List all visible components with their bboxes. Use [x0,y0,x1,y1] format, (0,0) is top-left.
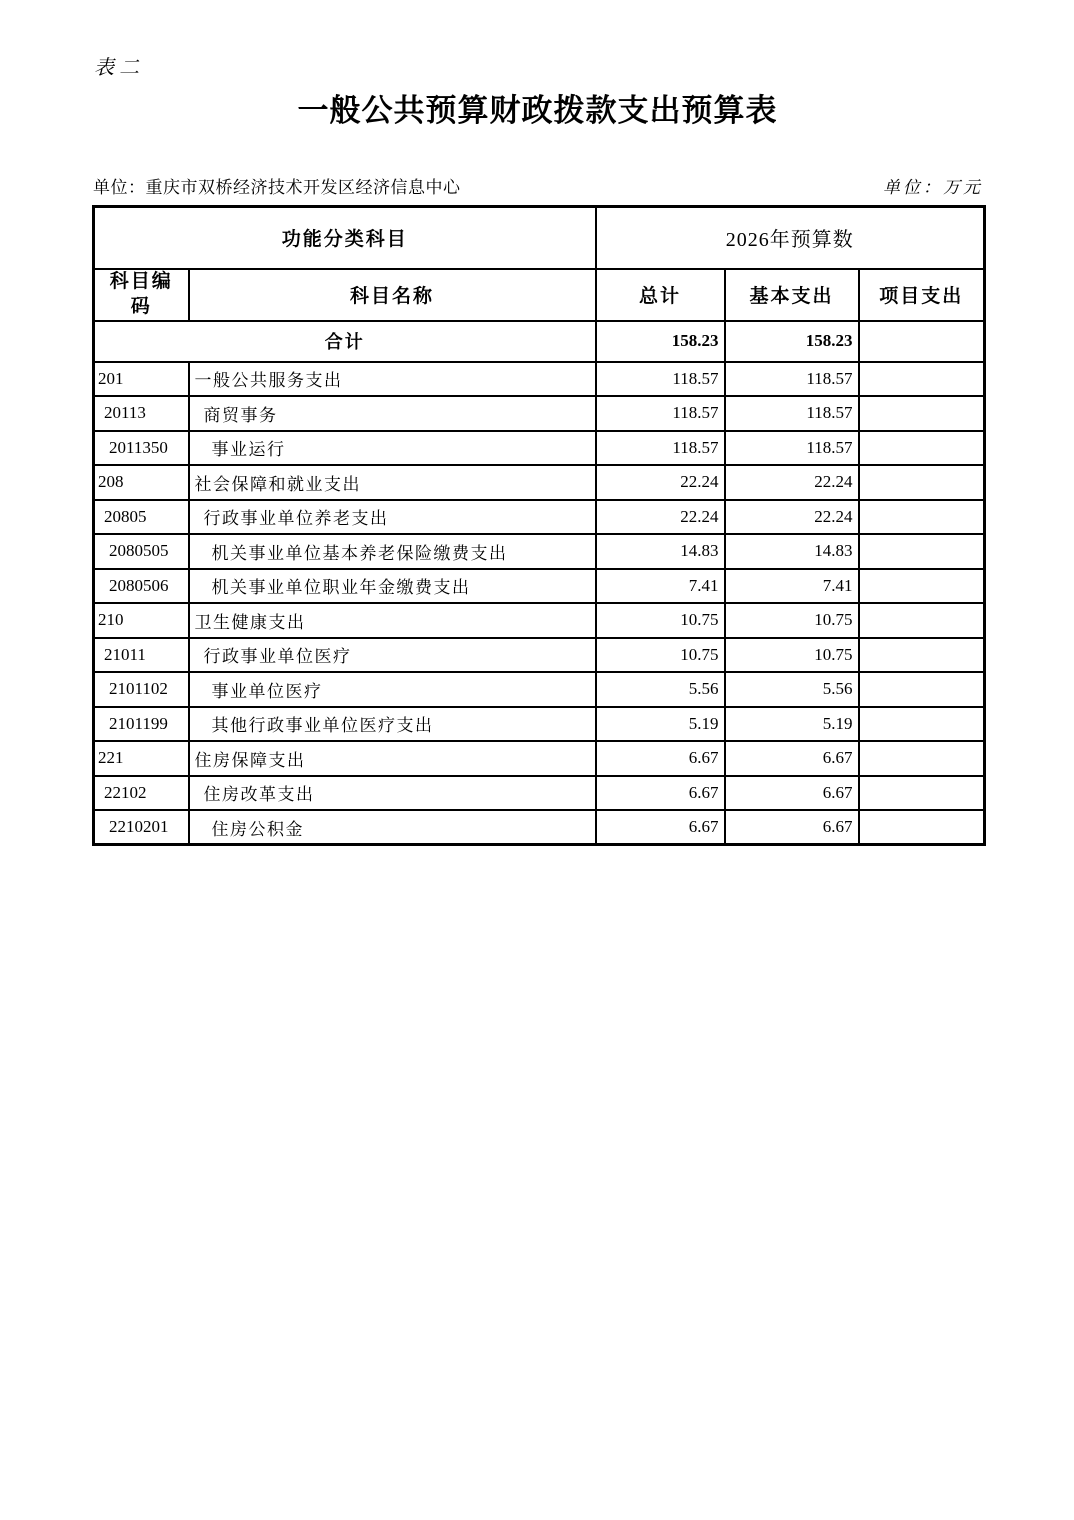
subject-name-cell: 卫生健康支出 [189,603,596,638]
header-total: 总计 [596,269,725,321]
total-cell: 6.67 [596,776,725,811]
subject-code-cell: 2080505 [94,534,189,569]
project-cell [859,741,985,776]
header-budget-year: 2026年预算数 [596,207,985,269]
grand-total-label: 合计 [94,321,596,362]
header-function-category: 功能分类科目 [94,207,596,269]
total-cell: 14.83 [596,534,725,569]
basic-cell: 10.75 [725,638,859,673]
total-cell: 10.75 [596,603,725,638]
header-subject-name: 科目名称 [189,269,596,321]
project-cell [859,707,985,742]
subject-code-cell: 20113 [94,396,189,431]
grand-total-project-value [859,321,985,362]
project-cell [859,500,985,535]
basic-cell: 118.57 [725,396,859,431]
subject-code-cell: 20805 [94,500,189,535]
grand-total-row [94,321,985,362]
header-project-expenditure: 项目支出 [859,269,985,321]
project-cell [859,465,985,500]
subject-name-cell: 社会保障和就业支出 [189,465,596,500]
subject-name-cell: 机关事业单位基本养老保险缴费支出 [189,534,596,569]
table-row [94,741,985,776]
project-cell [859,810,985,845]
budget-table [92,205,986,846]
project-cell [859,569,985,604]
table-number-label: 表二 [94,57,144,79]
table-row [94,362,985,397]
subject-code-cell: 221 [94,741,189,776]
grand-total-value: 158.23 [596,321,725,362]
table-row [94,569,985,604]
project-cell [859,396,985,431]
header-row-columns [94,269,985,321]
subject-name-cell: 商贸事务 [189,396,596,431]
subject-code-cell: 208 [94,465,189,500]
total-cell: 10.75 [596,638,725,673]
table-row [94,707,985,742]
basic-cell: 6.67 [725,776,859,811]
total-cell: 6.67 [596,741,725,776]
table-row [94,431,985,466]
grand-total-basic-value: 158.23 [725,321,859,362]
currency-unit-label: 单位：万元 [883,178,983,197]
basic-cell: 22.24 [725,465,859,500]
project-cell [859,534,985,569]
subject-code-cell: 2101102 [94,672,189,707]
project-cell [859,672,985,707]
basic-cell: 6.67 [725,810,859,845]
unit-info-row [93,170,983,198]
table-row [94,465,985,500]
total-cell: 5.19 [596,707,725,742]
basic-cell: 14.83 [725,534,859,569]
project-cell [859,603,985,638]
total-cell: 7.41 [596,569,725,604]
header-subject-code [94,269,189,321]
header-subject-code-text: 科目编码 [109,270,173,317]
table-row [94,810,985,845]
basic-cell: 5.19 [725,707,859,742]
project-cell [859,638,985,673]
basic-cell: 10.75 [725,603,859,638]
basic-cell: 118.57 [725,362,859,397]
table-row [94,500,985,535]
org-unit-label: 单位：重庆市双桥经济技术开发区经济信息中心 [93,178,461,197]
header-row-group [94,207,985,269]
basic-cell: 5.56 [725,672,859,707]
project-cell [859,431,985,466]
table-row [94,396,985,431]
subject-name-cell: 机关事业单位职业年金缴费支出 [189,569,596,604]
subject-name-cell: 事业单位医疗 [189,672,596,707]
total-cell: 118.57 [596,431,725,466]
total-cell: 118.57 [596,362,725,397]
subject-code-cell: 210 [94,603,189,638]
basic-cell: 6.67 [725,741,859,776]
subject-name-cell: 行政事业单位养老支出 [189,500,596,535]
page-title: 一般公共预算财政拨款支出预算表 [297,93,778,128]
table-row [94,534,985,569]
total-cell: 22.24 [596,465,725,500]
table-row [94,776,985,811]
subject-name-cell: 事业运行 [189,431,596,466]
table-row [94,672,985,707]
table-row [94,638,985,673]
subject-name-cell: 住房保障支出 [189,741,596,776]
project-cell [859,362,985,397]
header-basic-expenditure: 基本支出 [725,269,859,321]
subject-name-cell: 行政事业单位医疗 [189,638,596,673]
subject-code-cell: 2101199 [94,707,189,742]
table-row [94,603,985,638]
project-cell [859,776,985,811]
basic-cell: 22.24 [725,500,859,535]
subject-code-cell: 2011350 [94,431,189,466]
subject-name-cell: 一般公共服务支出 [189,362,596,397]
basic-cell: 118.57 [725,431,859,466]
total-cell: 6.67 [596,810,725,845]
subject-code-cell: 201 [94,362,189,397]
total-cell: 5.56 [596,672,725,707]
subject-name-cell: 其他行政事业单位医疗支出 [189,707,596,742]
subject-name-cell: 住房公积金 [189,810,596,845]
subject-code-cell: 22102 [94,776,189,811]
total-cell: 22.24 [596,500,725,535]
total-cell: 118.57 [596,396,725,431]
subject-code-cell: 2080506 [94,569,189,604]
subject-name-cell: 住房改革支出 [189,776,596,811]
subject-code-cell: 21011 [94,638,189,673]
subject-code-cell: 2210201 [94,810,189,845]
basic-cell: 7.41 [725,569,859,604]
